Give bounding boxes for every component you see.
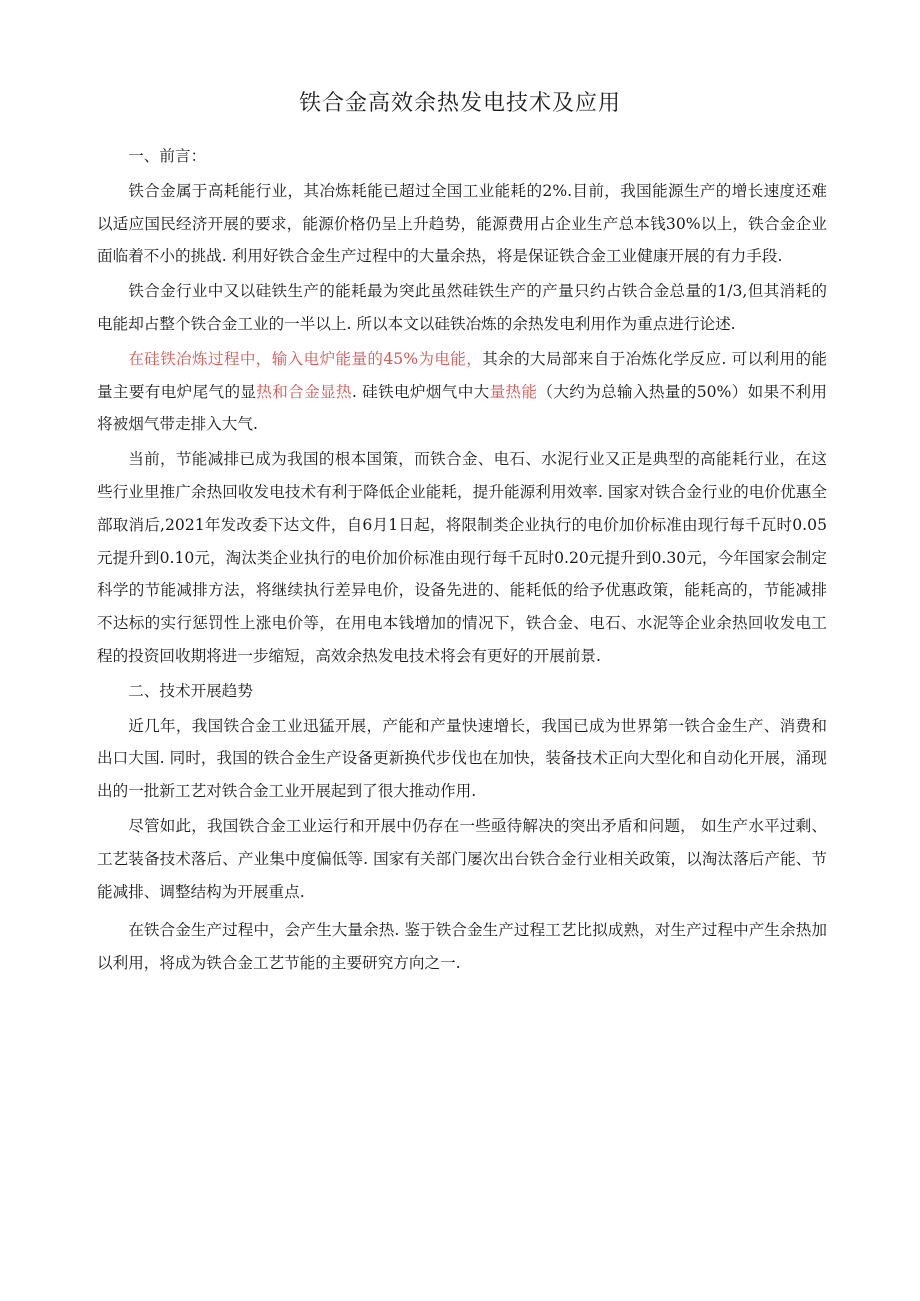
paragraph-5: 近几年，我国铁合金工业迅猛开展，产能和产量快速增长，我国已成为世界第一铁合金生产、消费和出口大国. 同时，我国的铁合金生产设备更新换代步伐也在加快，装备技术正向大型化和自动化开展，涌现出的一批新工艺对铁合金工业开展起到了很大推动作用. (97, 716, 827, 801)
paragraph-3-text-1: 其余的大局部来自于冶炼化学反应. 可以利用的能量主要有电炉尾气的显 (97, 349, 827, 401)
highlight-text-1: 在硅铁冶炼过程中，输入电炉能量的45%为电能， (128, 349, 483, 368)
paragraph-3 (97, 343, 827, 441)
paragraph-4: 当前，节能减排已成为我国的根本国策，而铁合金、电石、水泥行业又正是典型的高能耗行业，在这些行业里推广余热回收发电技术有利于降低企业能耗，提升能源利用效率. 国家对铁合金行业的电价优惠全部取消后,2021年发改委下达文件，自6月1日起，将限制类企业执行的电价加价标准由现行每千瓦时0.05元提升到0.10元，淘汰类企业执行的电价加价标准由现行每千瓦时0.20元提升到0.30元，今年国家会制定科学的节能减排方法，将继续执行差异电价，设备先进的、能耗低的给予优惠政策，能耗高的，节能减排不达标的实行惩罚性上涨电价等，在用电本钱增加的情况下，铁合金、电石、水泥等企业余热回收发电工程的投资回收期将进一步缩短，高效余热发电技术将会有更好的开展前景. (97, 450, 827, 665)
highlight-text-3: 量热能 (489, 382, 538, 401)
paragraph-3-text-2: . 硅铁电炉烟气中大 (351, 382, 490, 401)
paragraph-7: 在铁合金生产过程中，会产生大量余热. 鉴于铁合金生产过程工艺比拟成熟，对生产过程中产生余热加以利用，将成为铁合金工艺节能的主要研究方向之一. (97, 921, 827, 973)
document-body (97, 140, 827, 980)
document-title: 铁合金高效余热发电技术及应用 (298, 91, 621, 116)
section-heading-intro: 一、前言： (128, 147, 207, 165)
paragraph-3-text-3: （大约为总输入热量的50%）如果不利用将被烟气带走排入大气. (97, 382, 827, 434)
highlight-text-2: 热和合金显热 (256, 382, 352, 401)
section-heading-trend: 二、技术开展趋势 (128, 681, 253, 700)
paragraph-1: 铁合金属于高耗能行业，其冶炼耗能已超过全国工业能耗的2%.目前，我国能源生产的增长速度还难以适应国民经济开展的要求，能源价格仍呈上升趋势，能源费用占企业生产总本钱30%以上，铁合金企业面临着不小的挑战. 利用好铁合金生产过程中的大量余热，将是保证铁合金工业健康开展的有力手段. (97, 181, 827, 266)
paragraph-2: 铁合金行业中又以硅铁生产的能耗最为突此虽然硅铁生产的产量只约占铁合金总量的1/3,但其消耗的电能却占整个铁合金工业的一半以上. 所以本文以硅铁冶炼的余热发电利用作为重点进行论述. (97, 282, 827, 333)
paragraph-6: 尽管如此，我国铁合金工业运行和开展中仍存在一些亟待解决的突出矛盾和问题， 如生产水平过剩、工艺装备技术落后、产业集中度偏低等. 国家有关部门屡次出台铁合金行业相关政策，以淘汰落后产能、节能减排、调整结构为开展重点. (97, 816, 827, 901)
